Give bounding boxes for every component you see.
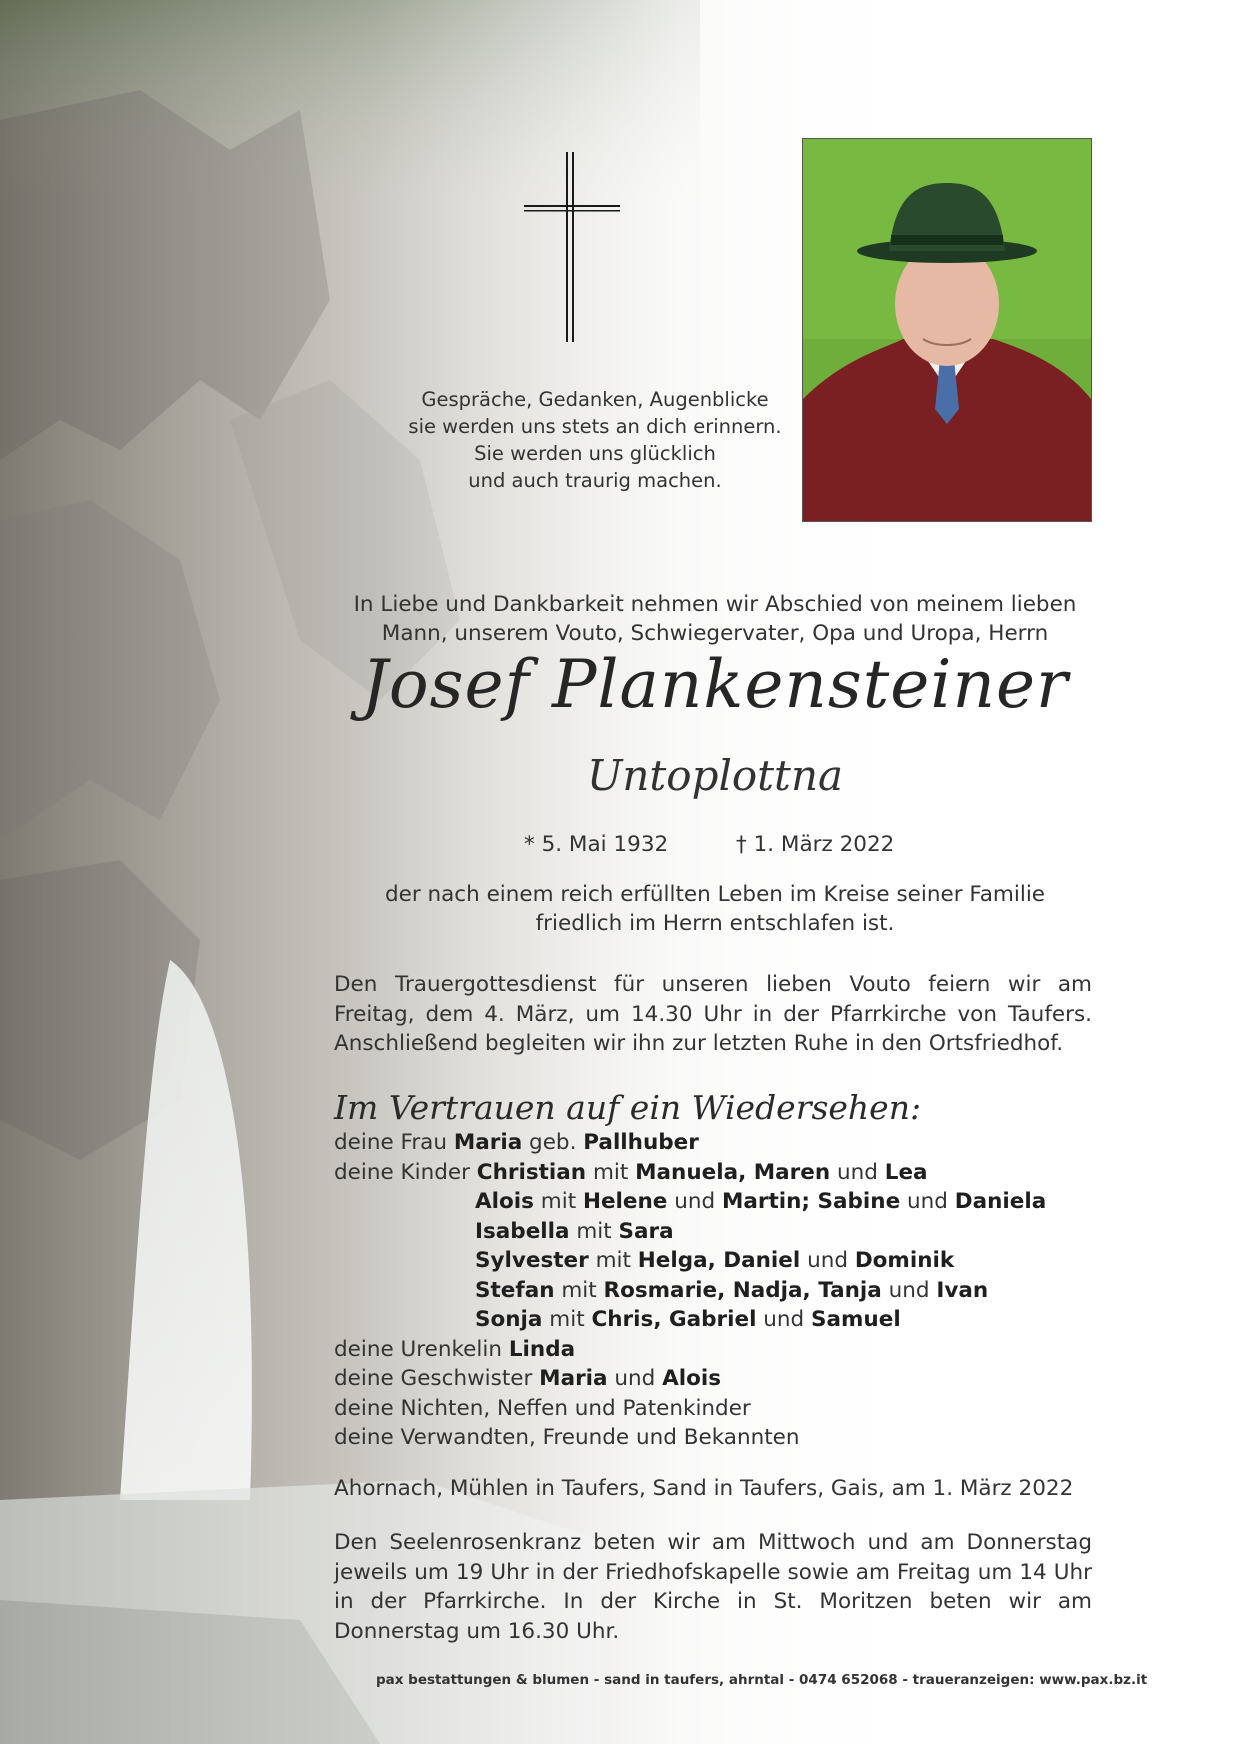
mourner-name: Alois — [662, 1366, 722, 1391]
mourners-heading: Im Vertrauen auf ein Wiedersehen: — [334, 1088, 922, 1127]
mourner-name: Maria — [539, 1366, 608, 1391]
mourner-name: Pallhuber — [583, 1130, 699, 1155]
death-date: † 1. März 2022 — [736, 832, 895, 857]
poem-line: Gespräche, Gedanken, Augenblicke — [421, 388, 769, 411]
mourner-text: deine Urenkelin — [334, 1336, 509, 1362]
mourner-text: mit — [569, 1218, 619, 1244]
mourner-name: Manuela, Maren — [635, 1159, 831, 1185]
mourner-text: deine Nichten, Neffen und Patenkinder — [334, 1395, 751, 1421]
mourner-row — [334, 1423, 1114, 1453]
deceased-name: Josef Plankensteiner — [361, 646, 1069, 723]
mourner-text: und — [607, 1366, 663, 1391]
mourner-row — [334, 1276, 1114, 1306]
mourner-name: Sara — [618, 1218, 674, 1244]
mourner-name: Chris, Gabriel — [591, 1307, 757, 1332]
mourner-text: deine Frau — [334, 1130, 454, 1155]
mourner-row — [334, 1335, 1114, 1365]
poem — [330, 386, 860, 494]
mourner-text: deine Verwandten, Freunde und Bekannten — [334, 1425, 800, 1450]
poem-line: sie werden uns stets an dich erinnern. — [408, 415, 782, 438]
mourner-text: mit — [588, 1248, 638, 1273]
mourner-text: mit — [533, 1189, 583, 1214]
rosary-text: Den Seelenrosenkranz beten wir am Mittwoch und am Donnerstag jeweils um 19 Uhr in der Friedhofskapelle sowie am Freitag um 14 Uhr in der Pfarrkirche. In der Kirche in St. Moritzen beten wir am Donnerstag um 16.30 Uhr. — [334, 1530, 1092, 1644]
mourner-name: Samuel — [811, 1307, 901, 1332]
mourner-name: Ivan — [936, 1277, 989, 1303]
mourner-row — [334, 1217, 1114, 1247]
mourner-text: und — [800, 1248, 855, 1273]
poem-line: Sie werden uns glücklich — [474, 442, 716, 465]
passing-line: friedlich im Herrn entschlafen ist. — [535, 911, 895, 936]
mourner-name: Christian — [476, 1159, 587, 1185]
mourner-text: und — [830, 1159, 885, 1185]
mourner-name: Sonja — [475, 1307, 543, 1332]
mourner-row — [334, 1128, 1114, 1158]
mourner-text: und — [667, 1189, 722, 1214]
mourner-text: geb. — [522, 1130, 584, 1155]
mourner-text: mit — [542, 1307, 592, 1332]
intro-line: In Liebe und Dankbarkeit nehmen wir Abschied von meinem lieben — [353, 592, 1077, 617]
mourner-name: Martin; Sabine — [721, 1189, 901, 1214]
mourner-text: mit — [554, 1277, 604, 1303]
mourner-row — [334, 1158, 1114, 1188]
latin-cross-icon — [524, 152, 620, 342]
mourner-name: Sylvester — [475, 1248, 589, 1273]
mourner-row — [334, 1305, 1114, 1335]
mourner-text: und — [900, 1189, 955, 1214]
funeral-service-text: Den Trauergottesdienst für unseren lieben Vouto feiern wir am Freitag, dem 4. März, um 14.30 Uhr in der Pfarrkirche von Taufers. Anschließend begleiten wir ihn zur letzten Ruhe in den Ortsfriedhof. — [334, 972, 1092, 1056]
mourner-text: und — [756, 1307, 812, 1332]
passing-line: der nach einem reich erfüllten Leben im Kreise seiner Familie — [384, 882, 1046, 907]
mourner-row — [334, 1246, 1114, 1276]
mourner-text: deine Kinder — [334, 1159, 477, 1185]
mourner-name: Daniela — [954, 1189, 1047, 1214]
mourner-name: Rosmarie, Nadja, Tanja — [603, 1277, 882, 1303]
mourners-list — [334, 1128, 1114, 1453]
mourner-row — [334, 1394, 1114, 1424]
mourner-text: deine Geschwister — [334, 1366, 540, 1391]
mourner-name: Stefan — [475, 1277, 555, 1303]
mourner-name: Alois — [475, 1189, 534, 1214]
intro-line: Mann, unserem Vouto, Schwiegervater, Opa und Uropa, Herrn — [381, 621, 1049, 646]
mourner-name: Helene — [582, 1189, 668, 1214]
mourner-text: und — [881, 1277, 937, 1303]
funeral-home-footer: pax bestattungen & blumen - sand in taufers, ahrntal - 0474 652068 - traueranzeigen: www.pax.bz.it — [376, 1672, 1148, 1688]
mourner-name: Dominik — [854, 1248, 955, 1273]
mourner-name: Linda — [508, 1336, 576, 1362]
mourner-name: Maria — [453, 1130, 523, 1155]
mourner-name: Helga, Daniel — [637, 1248, 801, 1273]
deceased-nickname: Untoplottna — [586, 751, 844, 800]
mourner-row — [334, 1364, 1114, 1394]
mourner-row — [334, 1187, 1114, 1217]
mourner-text: mit — [586, 1159, 636, 1185]
mourner-name: Isabella — [475, 1218, 570, 1244]
passing-text — [300, 880, 1130, 938]
birth-date: * 5. Mai 1932 — [524, 832, 669, 857]
poem-line: und auch traurig machen. — [468, 469, 722, 492]
mourner-name: Lea — [884, 1159, 928, 1185]
place-and-date: Ahornach, Mühlen in Taufers, Sand in Taufers, Gais, am 1. März 2022 — [334, 1476, 1074, 1501]
